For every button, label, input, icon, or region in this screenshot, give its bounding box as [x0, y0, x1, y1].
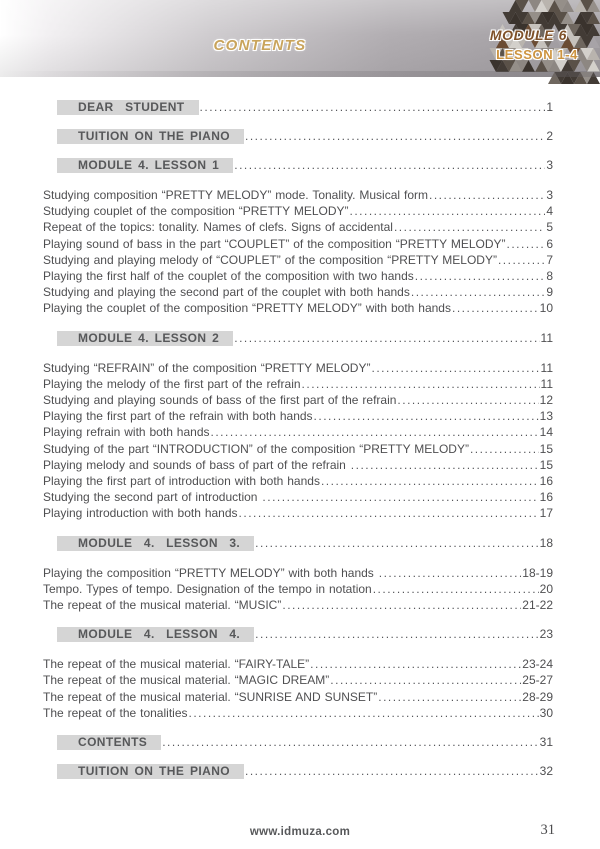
toc-item-label: Playing the first part of the refrain with both hands: [43, 409, 313, 424]
toc-heading-row: [43, 100, 553, 115]
dot-leader: [302, 376, 540, 392]
lesson-badge: LESSON 1-4: [496, 47, 578, 62]
dot-leader: [189, 705, 539, 721]
dot-leader: [234, 158, 545, 172]
toc-item-row: [43, 672, 553, 688]
toc-item-label: Playing refrain with both hands: [43, 425, 210, 440]
toc-item-row: [43, 597, 553, 613]
toc-page-number: 23: [539, 627, 553, 642]
toc-item-row: [43, 473, 553, 489]
toc-item-row: [43, 360, 553, 376]
toc-item-row: [43, 489, 553, 505]
toc-page-number: 9: [546, 285, 553, 300]
toc-item-label: Playing introduction with both hands: [43, 506, 238, 521]
dot-leader: [245, 764, 539, 778]
toc-item-row: [43, 300, 553, 316]
dot-leader: [282, 597, 521, 613]
toc-item-label: The repeat of the musical material. “MUSIC”: [43, 598, 282, 613]
toc-page-number: 1: [546, 100, 553, 114]
toc-heading-label: MODULE 4. LESSON 2: [57, 331, 233, 346]
dot-leader: [378, 689, 521, 705]
toc-page-number: 8: [546, 269, 553, 284]
toc-item-label: Repeat of the topics: tonality. Names of clefs. Signs of accidental: [43, 220, 393, 235]
dot-leader: [394, 219, 545, 235]
dot-leader: [255, 627, 538, 641]
toc-item-label: Playing the composition “PRETTY MELODY” with both hands: [43, 565, 378, 580]
toc-page-number: 30: [539, 705, 553, 720]
toc-item-row: [43, 656, 553, 672]
dot-leader: [239, 505, 539, 521]
toc-item-label: Studying and playing melody of “COUPLET” of the composition “PRETTY MELODY”: [43, 252, 497, 267]
toc-page-number: 16: [539, 490, 553, 505]
toc-item-label: Playing the first half of the couplet of the composition with two hands: [43, 269, 414, 284]
dot-leader: [351, 457, 539, 473]
toc-item-label: The repeat of the musical material. “FAIRY-TALE”: [43, 657, 310, 672]
toc-heading-row: [43, 158, 553, 173]
dot-leader: [397, 392, 538, 408]
toc-item-label: The repeat of the musical material. “MAGIC DREAM”: [43, 673, 330, 688]
toc-page-number: 32: [539, 764, 553, 779]
dot-leader: [379, 565, 522, 581]
toc-heading-row: [43, 129, 553, 144]
toc-page-number: 3: [546, 158, 553, 172]
toc: [43, 78, 553, 793]
toc-item-row: [43, 705, 553, 721]
dot-leader: [162, 735, 538, 749]
toc-page-number: 25-27: [522, 673, 553, 688]
page-title: CONTENTS: [213, 37, 307, 54]
toc-item-row: [43, 392, 553, 408]
toc-page-number: 2: [546, 129, 553, 143]
toc-item-label: Studying and playing the second part of the couplet with both hands: [43, 285, 410, 300]
toc-page-number: 7: [546, 252, 553, 267]
toc-item-row: [43, 457, 553, 473]
toc-heading-label: MODULE 4. LESSON 1: [57, 158, 233, 173]
toc-page-number: 14: [539, 425, 553, 440]
toc-item-row: [43, 581, 553, 597]
toc-item-row: [43, 408, 553, 424]
toc-page-number: 23-24: [522, 657, 553, 672]
dot-leader: [411, 284, 545, 300]
dot-leader: [498, 252, 545, 268]
dot-leader: [314, 408, 539, 424]
toc-items-block: [43, 565, 553, 614]
toc-item-label: Studying couplet of the composition “PRETTY MELODY”: [43, 204, 349, 219]
toc-item-label: Studying the second part of introduction: [43, 490, 262, 505]
toc-item-label: Studying “REFRAIN” of the composition “PRETTY MELODY”: [43, 360, 371, 375]
toc-item-row: [43, 203, 553, 219]
dot-leader: [415, 268, 546, 284]
dot-leader: [429, 187, 545, 203]
toc-item-row: [43, 376, 553, 392]
toc-page-number: 11: [540, 376, 553, 391]
dot-leader: [245, 129, 545, 143]
dot-leader: [470, 441, 539, 457]
toc-page-number: 18-19: [522, 565, 553, 580]
toc-item-label: Playing the first part of introduction with both hands: [43, 474, 320, 489]
toc-items-block: [43, 187, 553, 317]
toc-item-row: [43, 219, 553, 235]
toc-page-number: 15: [539, 457, 553, 472]
dot-leader: [211, 424, 539, 440]
toc-page-number: 13: [539, 409, 553, 424]
toc-item-label: Playing the couplet of the composition “PRETTY MELODY” with both hands: [43, 301, 451, 316]
toc-item-row: [43, 268, 553, 284]
module-badge: MODULE 6: [489, 27, 567, 43]
toc-items-block: [43, 360, 553, 522]
toc-item-row: [43, 187, 553, 203]
toc-heading-row: [43, 735, 553, 750]
toc-page-number: 3: [546, 188, 553, 202]
toc-heading-row: [43, 764, 553, 779]
toc-heading-row: [43, 627, 553, 642]
toc-page-number: 18: [539, 535, 553, 550]
dot-leader: [234, 331, 539, 345]
toc-page-number: 11: [540, 330, 553, 345]
toc-heading-label: MODULE 4. LESSON 3.: [57, 536, 254, 551]
toc-item-label: Tempo. Types of tempo. Designation of the tempo in notation: [43, 581, 372, 596]
toc-item-label: The repeat of the musical material. “SUNRISE AND SUNSET”: [43, 689, 378, 704]
page-header-banner: [0, 0, 600, 77]
toc-page-number: 11: [540, 360, 553, 375]
toc-heading-label: TUITION ON THE PIANO: [57, 129, 244, 144]
toc-page-number: 17: [539, 506, 553, 521]
toc-item-row: [43, 284, 553, 300]
toc-heading-label: CONTENTS: [57, 735, 161, 750]
toc-heading-label: MODULE 4. LESSON 4.: [57, 627, 254, 642]
toc-item-label: Playing the melody of the first part of the refrain: [43, 376, 301, 391]
toc-page-number: 10: [539, 301, 553, 316]
dot-leader: [452, 300, 539, 316]
footer-website: www.idmuza.com: [249, 826, 351, 838]
toc-page-number: 4: [546, 204, 553, 219]
toc-item-row: [43, 441, 553, 457]
toc-item-row: [43, 689, 553, 705]
toc-item-label: Studying and playing sounds of bass of the first part of the refrain: [43, 393, 397, 408]
toc-page-number: 12: [539, 393, 553, 408]
toc-item-row: [43, 424, 553, 440]
toc-item-label: Studying composition “PRETTY MELODY” mode. Tonality. Musical form: [43, 188, 429, 202]
dot-leader: [330, 672, 521, 688]
toc-page-number: 20: [539, 581, 553, 596]
toc-item-label: The repeat of the tonalities: [43, 705, 188, 720]
dot-leader: [262, 489, 538, 505]
toc-item-label: Playing melody and sounds of bass of part of the refrain: [43, 457, 350, 472]
dot-leader: [371, 360, 539, 376]
toc-heading-label: TUITION ON THE PIANO: [57, 764, 244, 779]
toc-item-row: [43, 236, 553, 252]
dot-leader: [255, 536, 538, 550]
toc-page-number: 15: [539, 441, 553, 456]
triangle-mosaic-graphic: [470, 0, 600, 86]
toc-item-row: [43, 565, 553, 581]
toc-heading-row: [43, 536, 553, 551]
dot-leader: [373, 581, 539, 597]
dot-leader: [310, 656, 521, 672]
dot-leader: [200, 100, 546, 114]
footer-page-number: 31: [540, 822, 555, 838]
dot-leader: [321, 473, 539, 489]
toc-item-row: [43, 505, 553, 521]
toc-item-label: Playing sound of bass in the part “COUPLET” of the composition “PRETTY MELODY”: [43, 236, 506, 251]
toc-heading-label: DEAR STUDENT: [57, 100, 199, 115]
toc-item-row: [43, 252, 553, 268]
toc-item-label: Studying of the part “INTRODUCTION” of the composition “PRETTY MELODY”: [43, 441, 469, 456]
toc-page-number: 28-29: [522, 689, 553, 704]
toc-items-block: [43, 656, 553, 721]
toc-page-number: 16: [539, 474, 553, 489]
dot-leader: [350, 203, 546, 219]
toc-heading-row: [43, 331, 553, 346]
dot-leader: [507, 236, 546, 252]
toc-page-number: 5: [546, 220, 553, 235]
toc-page-number: 31: [539, 735, 553, 750]
toc-page-number: 6: [546, 236, 553, 251]
toc-page-number: 21-22: [522, 598, 553, 613]
